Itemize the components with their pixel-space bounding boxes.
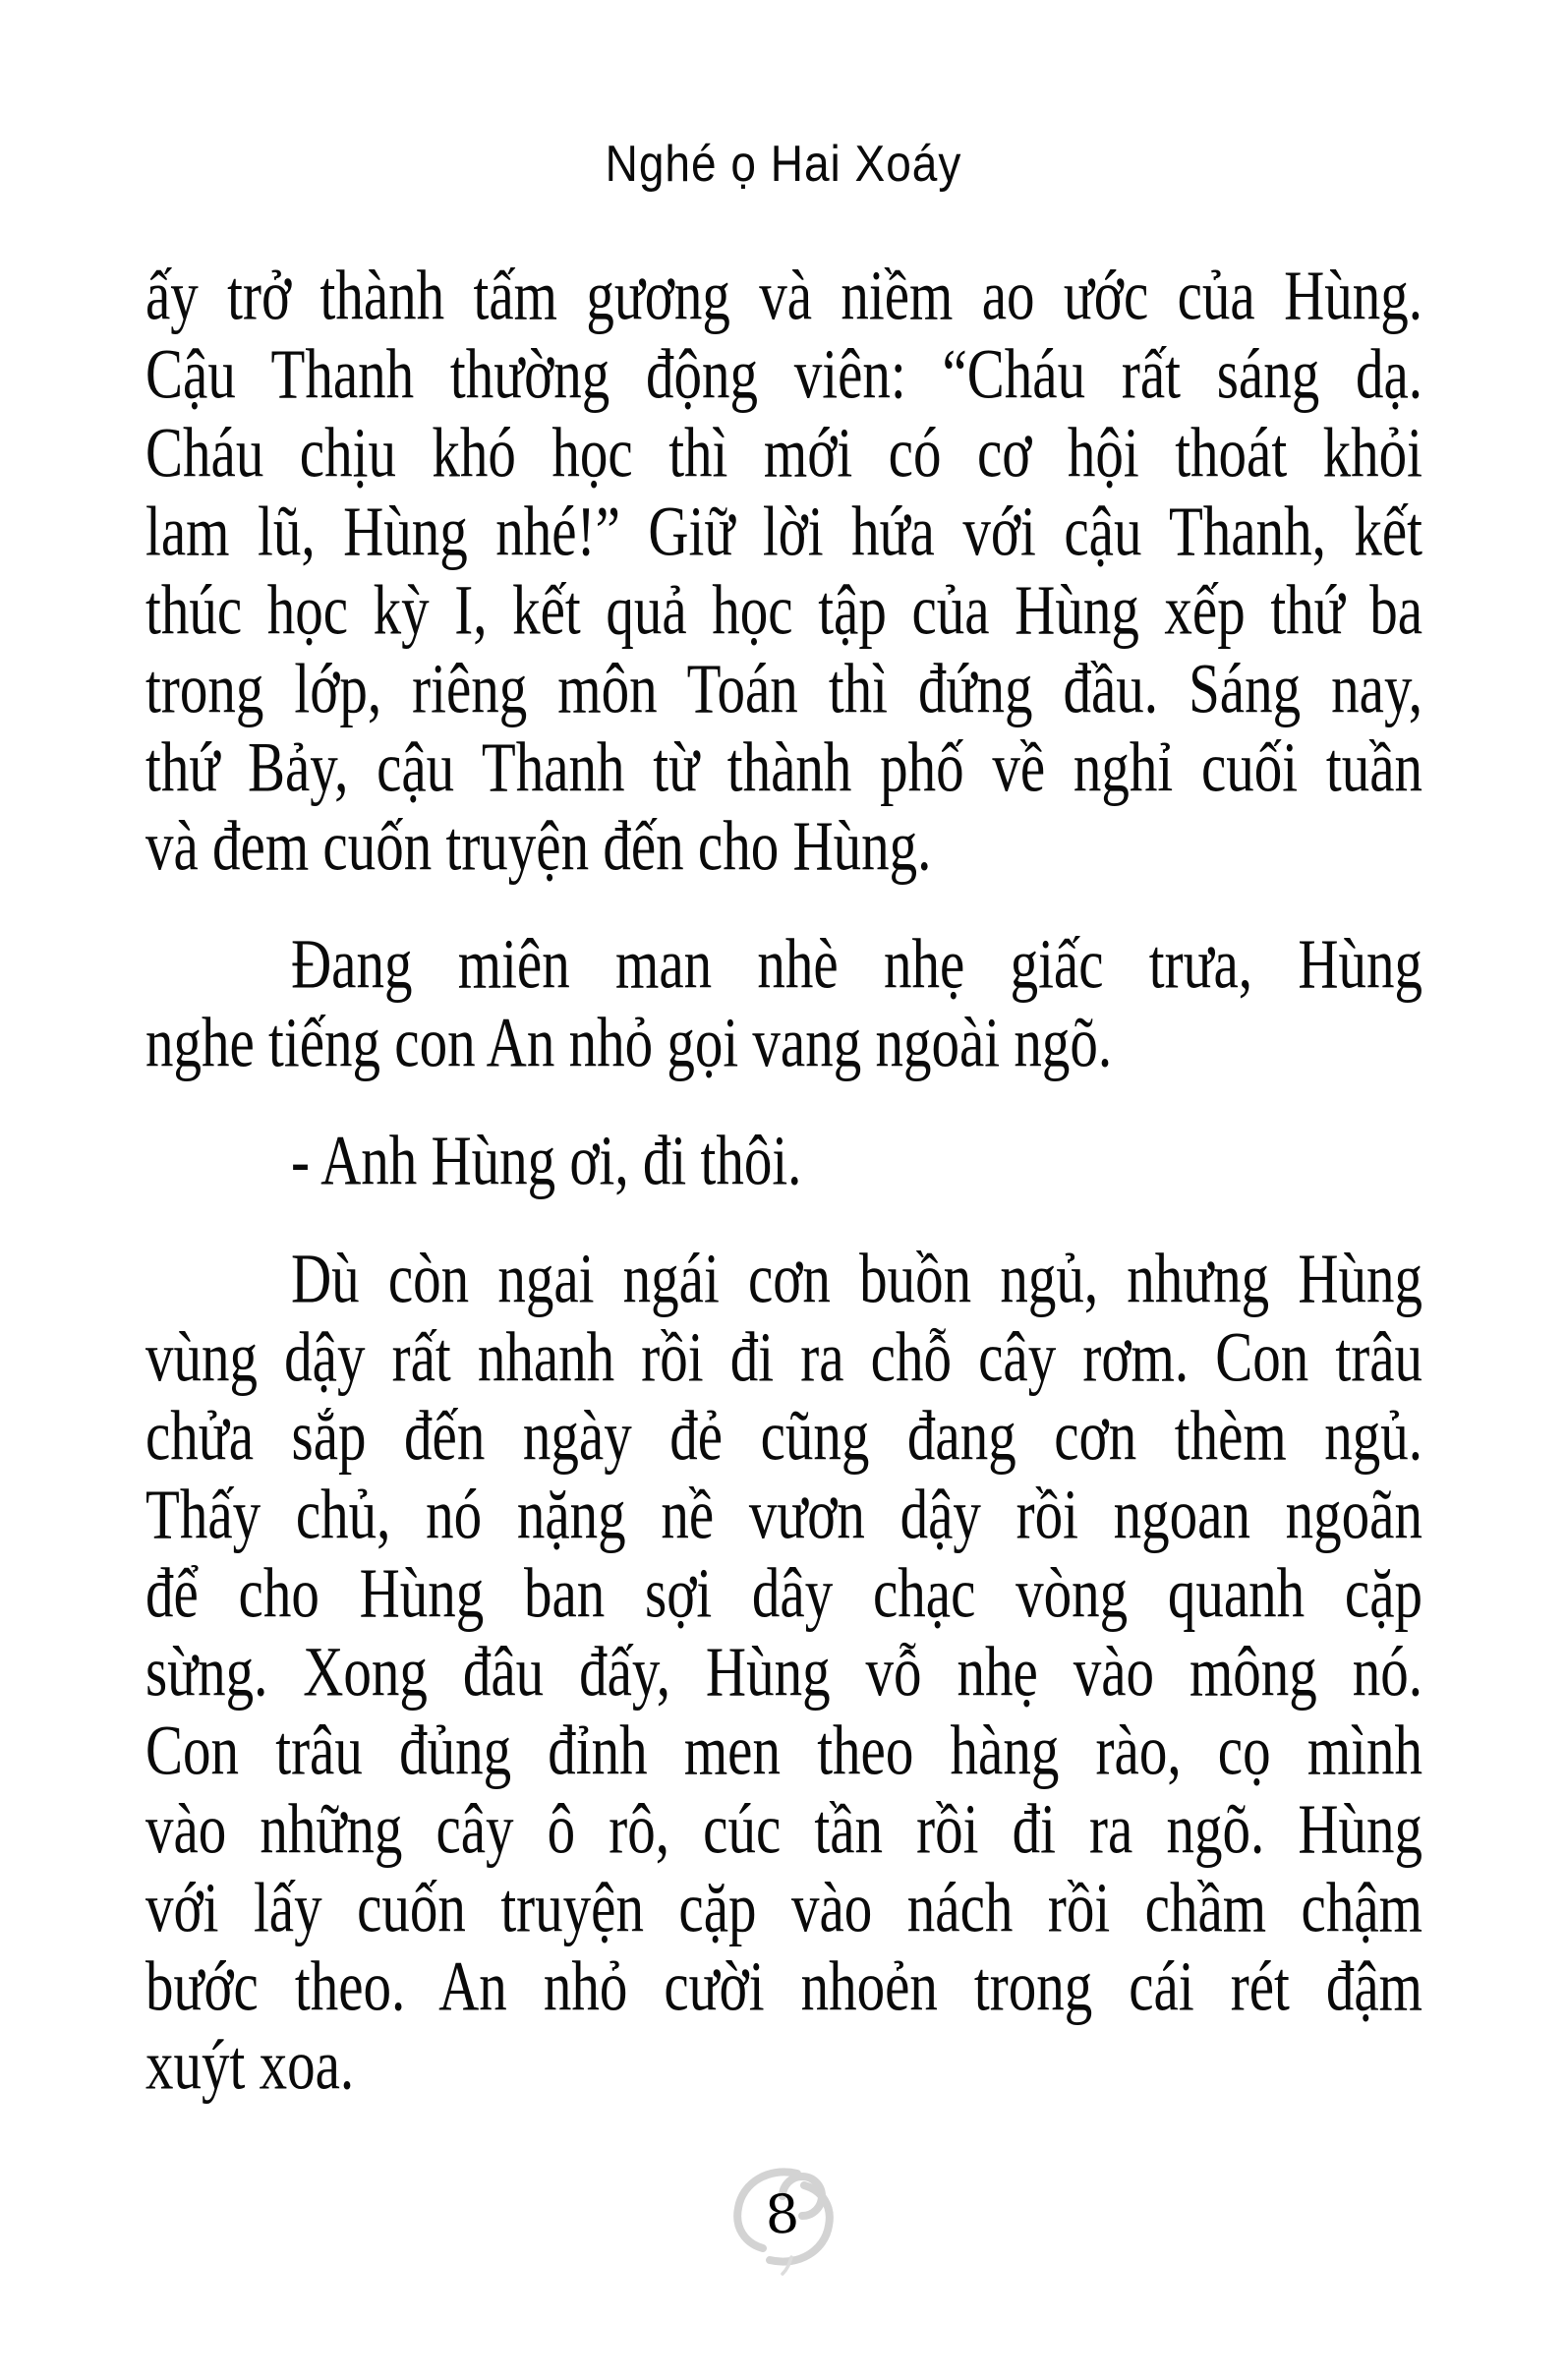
page-number: 8 <box>763 2182 801 2246</box>
text-line: và đem cuốn truyện đến cho Hùng. <box>145 807 932 887</box>
text-line: thứ Bảy, cậu Thanh từ thành phố về nghỉ cuối tuần <box>145 728 1422 808</box>
text-line: vào những cây ô rô, cúc tần rồi đi ra ngõ. Hùng <box>145 1790 1422 1870</box>
text-line: ấy trở thành tấm gương và niềm ao ước của Hùng. <box>145 257 1422 336</box>
text-line: thúc học kỳ I, kết quả học tập của Hùng xếp thứ ba <box>145 571 1422 651</box>
text-line: chửa sắp đến ngày đẻ cũng đang cơn thèm ngủ. <box>145 1397 1422 1477</box>
paragraph <box>145 1241 1422 2106</box>
text-line: xuýt xoa. <box>145 2026 355 2106</box>
text-line: Dù còn ngai ngái cơn buồn ngủ, nhưng Hùng <box>291 1240 1422 1319</box>
text-line: bước theo. An nhỏ cười nhoẻn trong cái rét đậm <box>145 1947 1422 2027</box>
text-line: - Anh Hùng ơi, đi thôi. <box>291 1122 802 1201</box>
page-body <box>145 258 1422 2106</box>
paragraph <box>145 1123 1422 1201</box>
paragraph <box>145 926 1422 1083</box>
page-number-ornament <box>730 2167 837 2277</box>
text-line: Thấy chủ, nó nặng nề vươn dậy rồi ngoan ngoãn <box>145 1476 1422 1555</box>
text-line: trong lớp, riêng môn Toán thì đứng đầu. Sáng nay, <box>145 650 1422 729</box>
text-line: với lấy cuốn truyện cặp vào nách rồi chầm chậm <box>145 1869 1422 1948</box>
paragraph <box>145 258 1422 887</box>
text-line: Cháu chịu khó học thì mới có cơ hội thoát khỏi <box>145 414 1422 493</box>
text-line: để cho Hùng ban sợi dây chạc vòng quanh cặp <box>145 1554 1422 1634</box>
text-line: lam lũ, Hùng nhé!” Giữ lời hứa với cậu Thanh, kết <box>145 493 1422 572</box>
page-footer <box>0 2167 1567 2277</box>
text-line: sừng. Xong đâu đấy, Hùng vỗ nhẹ vào mông nó. <box>145 1633 1422 1712</box>
text-line: Đang miên man nhè nhẹ giấc trưa, Hùng <box>291 925 1422 1005</box>
text-line: vùng dậy rất nhanh rồi đi ra chỗ cây rơm. Con trâu <box>145 1318 1422 1398</box>
text-line: Con trâu đủng đỉnh men theo hàng rào, cọ mình <box>145 1712 1422 1791</box>
running-header-title: Nghé ọ Hai Xoáy <box>605 134 962 193</box>
text-line: nghe tiếng con An nhỏ gọi vang ngoài ngõ. <box>145 1004 1113 1083</box>
text-line: Cậu Thanh thường động viên: “Cháu rất sáng dạ. <box>145 335 1422 415</box>
